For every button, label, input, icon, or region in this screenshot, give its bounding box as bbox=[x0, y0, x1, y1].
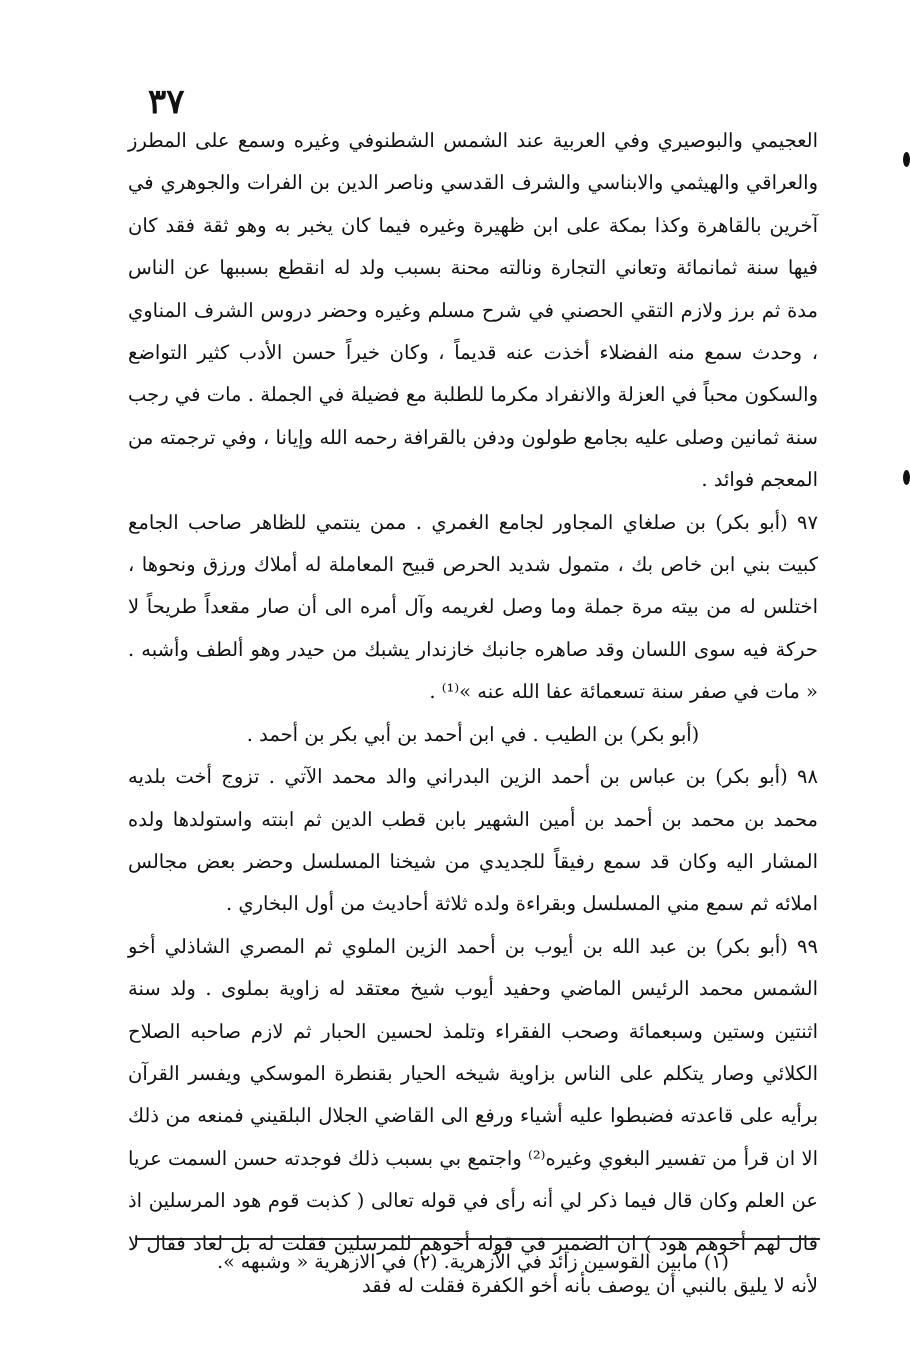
footnote-divider bbox=[135, 1238, 820, 1240]
cross-reference-entry: (أبو بكر) بن الطيب . في ابن أحمد بن أبي بكر بن أحمد . bbox=[246, 722, 700, 746]
entry-99: ٩٩ (أبو بكر) بن عبد الله بن أيوب بن أحمد الزين الملوي ثم المصري الشاذلي أخو الشمس محمد الرئيس الماضي وحفيد أيوب شيخ معتقد له زاوية بملوى . ولد سنة اثنتين وستين وسبعمائة وصحب الفقراء وتلمذ لحسين الحبار ثم لازم صاحبه الصلاح الكلائي وصار يتكلم على الناس بزاوية شيخه الحيار بقنطرة الموسكي ويفسر القرآن برأيه على قاعدته فضبطوا عليه أشياء ورفع الى القاضي الجلال البلقيني فمنعه من ذلك الا ان قرأ من تفسير البغوي وغيره⁽²⁾ واجتمع بي بسبب ذلك فوجدته حسن السمت عريا عن العلم وكان قال فيما ذكر لي أنه رأى في قوله تعالى ( كذبت قوم هود المرسلين اذ قال لهم أخوهم هود ) ان الضمير في قوله أخوهم للمرسلين فقلت له بل لعاد فقال لا لأنه لا يليق بالنبي أن يوصف بأنه أخو الكفرة فقلت له فقد bbox=[128, 934, 818, 1297]
footnotes: (١) مابين القوسين زائد في الأزهرية. (٢) في الازهرية « وشبهه ». bbox=[217, 1251, 729, 1273]
binding-mark-bottom bbox=[903, 470, 910, 485]
page-number: ٣٧ bbox=[148, 82, 185, 122]
entry-97: ٩٧ (أبو بكر) بن صلغاي المجاور لجامع الغمري . ممن ينتمي للظاهر صاحب الجامع كبيت بني ابن خاص بك ، متمول شديد الحرص قبيح المعاملة له أملاك ورزق ونحوها ، اختلس له من بيته مرة جملة وما وصل لغريمه وآل أمره الى أن صار مقعداً طريحاً لا حركة فيه سوى اللسان وقد صاهره جانبك خازندار يشبك من حيدر وهو ألطف وأشبه . « مات في صفر سنة تسعمائة عفا الله عنه »⁽¹⁾ . bbox=[128, 510, 818, 704]
paragraph-continuation: العجيمي والبوصيري وفي العربية عند الشمس الشطنوفي وغيره وسمع على المطرز والعراقي والهيثمي والابناسي والشرف القدسي وناصر الدين بن الفرات والجوهري في آخرين بالقاهرة وكذا بمكة على ابن ظهيرة وغيره فيما كان يخبر به وهو ثقة فقد كان فيها سنة ثمانمائة وتعاني التجارة ونالته محنة بسبب ولد له انقطع بسببها عن الناس مدة ثم برز ولازم التقي الحصني في شرح مسلم وغيره وحضر دروس الشرف المناوي ، وحدث سمع منه الفضلاء أخذت عنه قديماً ، وكان خيراً حسن الأدب كثير التواضع والسكون محباً في العزلة والانفراد مكرما للطلبة مع فضيلة في الجملة . مات في رجب سنة ثمانين وصلى عليه بجامع طولون ودفن بالقرافة رحمه الله وإيانا ، وفي ترجمته من المعجم فوائد . bbox=[128, 129, 818, 492]
entry-98: ٩٨ (أبو بكر) بن عباس بن أحمد الزين البدراني والد محمد الآتي . تزوج أخت بلديه محمد بن محمد بن أحمد بن أمين الشهير بابن قطب الدين ثم ابنته واستولدها ولده المشار اليه وكان قد سمع رفيقاً للجديدي من شيخنا المسلسل وحضر بعض مجالس املائه ثم سمع مني المسلسل وبقراءة ولده ثلاثة أحاديث من أول البخاري . bbox=[128, 765, 818, 916]
main-text bbox=[128, 120, 818, 1307]
binding-mark-top bbox=[903, 152, 910, 167]
